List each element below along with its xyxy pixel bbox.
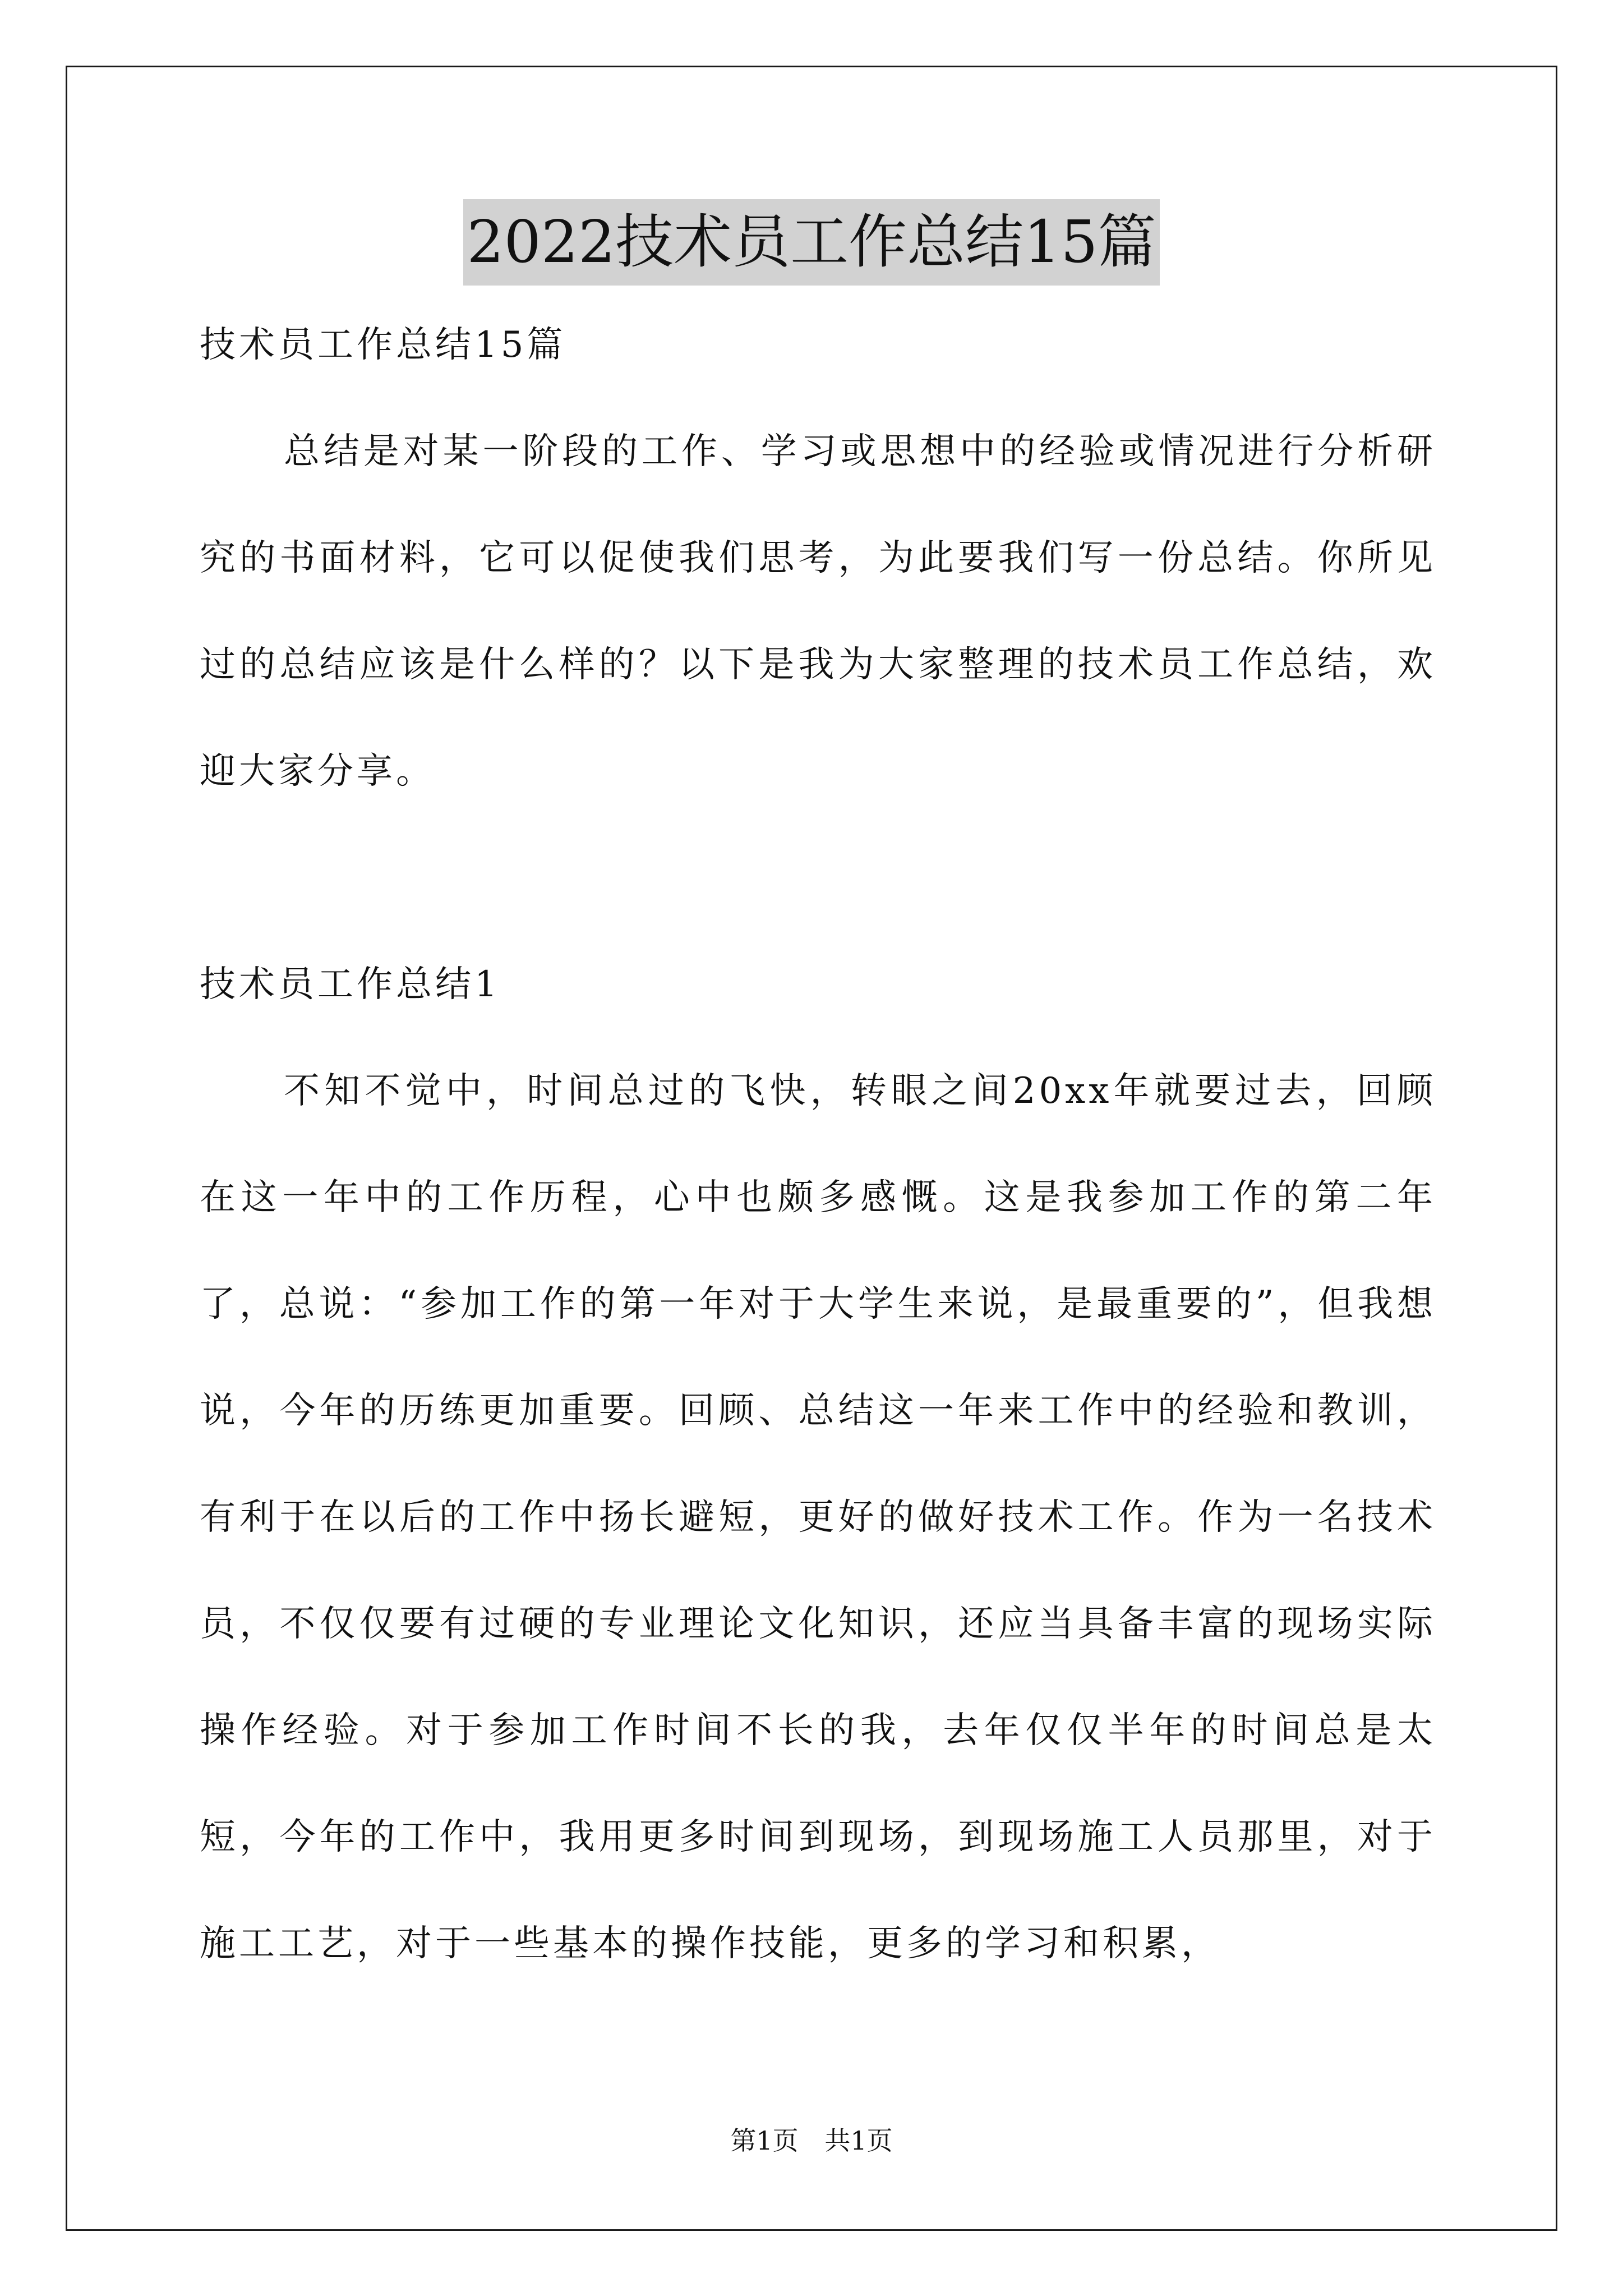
document-title: 2022技术员工作总结15篇 [463, 199, 1159, 286]
title-container [0, 199, 1623, 286]
page-total: 共1页 [824, 2125, 893, 2156]
section-heading: 技术员工作总结1 [200, 964, 501, 1005]
document-subtitle: 技术员工作总结15篇 [200, 324, 566, 366]
paragraph-gap [200, 825, 1436, 931]
intro-paragraph: 总结是对某一阶段的工作、学习或思想中的经验或情况进行分析研究的书面材料，它可以促使我们思考，为此要我们写一份总结。你所见过的总结应该是什么样的？以下是我为大家整理的技术员工作总结，欢迎大家分享。 [200, 431, 1436, 792]
section-paragraph: 不知不觉中，时间总过的飞快，转眼之间20xx年就要过去，回顾在这一年中的工作历程，心中也颇多感慨。这是我参加工作的第二年了，总说：“参加工作的第一年对于大学生来说，是最重要的”，但我想说，今年的历练更加重要。回顾、总结这一年来工作中的经验和教训，有利于在以后的工作中扬长避短，更好的做好技术工作。作为一名技术员，不仅仅要有过硬的专业理论文化知识，还应当具备丰富的现场实际操作经验。对于参加工作时间不长的我，去年仅仅半年的时间总是太短，今年的工作中，我用更多时间到现场，到现场施工人员那里，对于施工工艺，对于一些基本的操作技能，更多的学习和积累， [200, 1070, 1436, 1964]
page-number: 第1页 [730, 2125, 799, 2156]
document-body [200, 292, 1436, 1997]
page-footer [0, 2120, 1623, 2157]
